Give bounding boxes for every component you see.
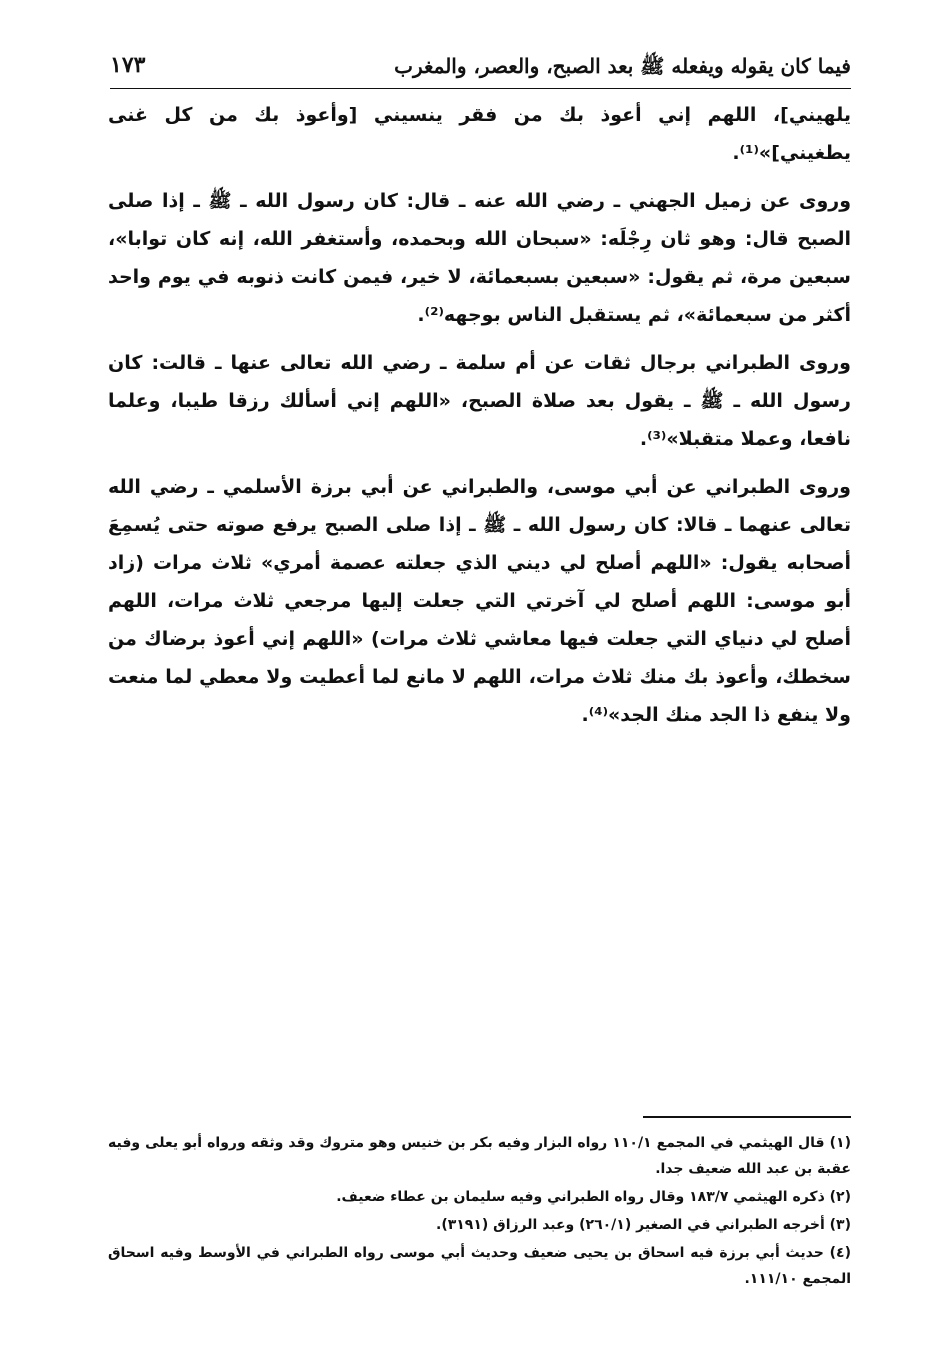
footnotes bbox=[108, 1130, 851, 1294]
paragraph: يلهيني]، اللهم إني أعوذ بك من فقر ينسيني [وأعوذ بك من كل غنى يطغيني]»⁽¹⁾. bbox=[108, 104, 851, 164]
paragraph: وروى عن زميل الجهني ـ رضي الله عنه ـ قال: كان رسول الله ـ ﷺ ـ إذا صلى الصبح قال: وهو ثان رِجْلَه: «سبحان الله وبحمده، وأستغفر الله، إنه كان توابا»، سبعين مرة، ثم يقول: «سبعين بسبعمائة، لا خير، فيمن كانت ذنوبه في يوم واحد أكثر من سبعمائة»، ثم يستقبل الناس بوجهه⁽²⁾. bbox=[108, 190, 851, 326]
footnote-divider bbox=[643, 1116, 851, 1118]
footnote: (١) قال الهيثمي في المجمع ١١٠/١ رواه البزار وفيه بكر بن خنيس وهو متروك وقد وثقه ورواه أبو يعلى وفيه عقبة بن عبد الله ضعيف جدا. bbox=[108, 1135, 851, 1177]
running-header bbox=[110, 52, 851, 89]
main-text bbox=[108, 96, 851, 744]
footnote: (٢) ذكره الهيثمي ١٨٣/٧ وقال رواه الطبراني وفيه سليمان بن عطاء ضعيف. bbox=[336, 1189, 851, 1205]
header-title: فيما كان يقوله ويفعله ﷺ بعد الصبح، والعصر، والمغرب bbox=[394, 54, 851, 78]
footnote: (٤) حديث أبي برزة فيه اسحاق بن يحيى ضعيف وحديث أبي موسى رواه الطبراني في الأوسط وفيه اسحاق المجمع ١١١/١٠. bbox=[108, 1245, 851, 1287]
paragraph: وروى الطبراني عن أبي موسى، والطبراني عن أبي برزة الأسلمي ـ رضي الله تعالى عنهما ـ قالا: كان رسول الله ـ ﷺ ـ إذا صلى الصبح يرفع صوته حتى يُسمِعَ أصحابه يقول: «اللهم أصلح لي ديني الذي جعلته عصمة أمري» ثلاث مرات (زاد أبو موسى: اللهم أصلح لي آخرتي التي جعلت إليها مرجعي ثلاث مرات، اللهم أصلح لي دنياي التي جعلت فيها معاشي ثلاث مرات) «اللهم إني أعوذ برضاك من سخطك، وأعوذ بك منك ثلاث مرات، اللهم لا مانع لما أعطيت ولا معطي لما منعت ولا ينفع ذا الجد منك الجد»⁽⁴⁾. bbox=[108, 476, 851, 726]
paragraph: وروى الطبراني برجال ثقات عن أم سلمة ـ رضي الله تعالى عنها ـ قالت: كان رسول الله ـ ﷺ ـ يقول بعد صلاة الصبح، «اللهم إني أسألك رزقا طيبا، وعلما نافعا، وعملا متقبلا»⁽³⁾. bbox=[108, 352, 851, 450]
page-number: ١٧٣ bbox=[110, 52, 146, 78]
footnote: (٣) أخرجه الطبراني في الصغير (٢٦٠/١) وعبد الرزاق (٣١٩١). bbox=[436, 1217, 851, 1233]
